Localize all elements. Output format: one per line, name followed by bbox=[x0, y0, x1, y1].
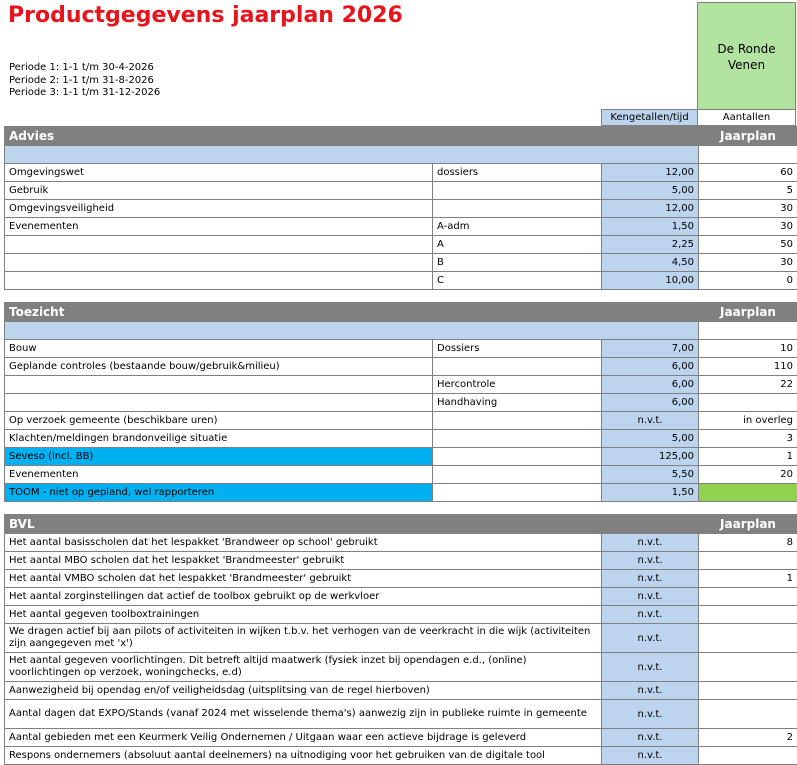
row-label: Bouw bbox=[5, 340, 433, 358]
row-label: TOOM - niet op gepland, wel rapporteren bbox=[5, 484, 433, 502]
region-name-line2: Venen bbox=[698, 57, 795, 73]
jaarplan-label: Jaarplan bbox=[699, 303, 797, 322]
aantal-value: 50 bbox=[699, 236, 797, 254]
table-row bbox=[5, 218, 797, 236]
section-header-toezicht bbox=[5, 303, 797, 322]
aantal-value: 1 bbox=[699, 448, 797, 466]
row-label: Aantal dagen dat EXPO/Stands (vanaf 2024 met wisselende thema's) aanwezig zijn in publieke ruimte in gemeente bbox=[5, 700, 602, 729]
table-row bbox=[5, 700, 797, 729]
table-row bbox=[5, 682, 797, 700]
table-row bbox=[5, 182, 797, 200]
kengetal-value: n.v.t. bbox=[602, 534, 699, 552]
row-sublabel: B bbox=[433, 254, 602, 272]
aantal-value: 60 bbox=[699, 164, 797, 182]
aantal-value bbox=[699, 682, 797, 700]
kengetal-value: 6,00 bbox=[602, 394, 699, 412]
kengetal-value: n.v.t. bbox=[602, 570, 699, 588]
table-row bbox=[5, 358, 797, 376]
period-3: Periode 3: 1-1 t/m 31-12-2026 bbox=[9, 87, 160, 100]
kengetal-value: n.v.t. bbox=[602, 682, 699, 700]
row-label: Het aantal MBO scholen dat het lespakket 'Brandmeester' gebruikt bbox=[5, 552, 602, 570]
document-title: Productgegevens jaarplan 2026 bbox=[8, 3, 403, 28]
kengetal-value: 7,00 bbox=[602, 340, 699, 358]
aantal-value: 30 bbox=[699, 200, 797, 218]
aantal-value: 20 bbox=[699, 466, 797, 484]
spacer-cell bbox=[5, 290, 797, 303]
aantal-value bbox=[699, 394, 797, 412]
table-row bbox=[5, 729, 797, 747]
row-label: Het aantal VMBO scholen dat het lespakket 'Brandmeester' gebruikt bbox=[5, 570, 602, 588]
kengetal-value: 5,00 bbox=[602, 430, 699, 448]
kengetal-value: 5,50 bbox=[602, 466, 699, 484]
table-row bbox=[5, 534, 797, 552]
aantal-value bbox=[699, 606, 797, 624]
jaarplan-label: Jaarplan bbox=[699, 515, 797, 534]
aantal-value: in overleg bbox=[699, 412, 797, 430]
kengetal-value: n.v.t. bbox=[602, 412, 699, 430]
aantal-value: 5 bbox=[699, 182, 797, 200]
row-sublabel bbox=[433, 200, 602, 218]
jaarplan-table bbox=[4, 126, 797, 765]
row-label: Op verzoek gemeente (beschikbare uren) bbox=[5, 412, 433, 430]
period-1: Periode 1: 1-1 t/m 30-4-2026 bbox=[9, 62, 160, 75]
kengetal-value: n.v.t. bbox=[602, 747, 699, 765]
kengetal-value: n.v.t. bbox=[602, 700, 699, 729]
table-row bbox=[5, 200, 797, 218]
row-label: Het aantal zorginstellingen dat actief de toolbox gebruikt op de werkvloer bbox=[5, 588, 602, 606]
table-row bbox=[5, 448, 797, 466]
table-row bbox=[5, 412, 797, 430]
kengetal-value: n.v.t. bbox=[602, 552, 699, 570]
kengetal-value: n.v.t. bbox=[602, 729, 699, 747]
kengetal-value: n.v.t. bbox=[602, 653, 699, 682]
subheader-blank bbox=[699, 146, 797, 164]
aantal-value: 10 bbox=[699, 340, 797, 358]
section-header-bvl bbox=[5, 515, 797, 534]
row-sublabel: Handhaving bbox=[433, 394, 602, 412]
section-title: Toezicht bbox=[5, 303, 699, 322]
row-sublabel bbox=[433, 412, 602, 430]
row-sublabel bbox=[433, 358, 602, 376]
kengetal-value: 1,50 bbox=[602, 484, 699, 502]
aantal-value: 1 bbox=[699, 570, 797, 588]
row-label: Evenementen bbox=[5, 466, 433, 484]
table-row bbox=[5, 394, 797, 412]
row-sublabel bbox=[433, 430, 602, 448]
table-row bbox=[5, 570, 797, 588]
row-label: Evenementen bbox=[5, 218, 433, 236]
aantal-value bbox=[699, 588, 797, 606]
row-label: Omgevingswet bbox=[5, 164, 433, 182]
table-row bbox=[5, 254, 797, 272]
aantal-value: 8 bbox=[699, 534, 797, 552]
table-row bbox=[5, 552, 797, 570]
table-row bbox=[5, 588, 797, 606]
aantal-value: 30 bbox=[699, 218, 797, 236]
kengetal-value: 12,00 bbox=[602, 200, 699, 218]
period-list bbox=[9, 62, 160, 100]
spacer-cell bbox=[5, 502, 797, 515]
aantal-value: 0 bbox=[699, 272, 797, 290]
kengetal-value: 2,25 bbox=[602, 236, 699, 254]
period-2: Periode 2: 1-1 t/m 31-8-2026 bbox=[9, 75, 160, 88]
kengetal-value: n.v.t. bbox=[602, 606, 699, 624]
section-title: BVL bbox=[5, 515, 699, 534]
kengetal-value: n.v.t. bbox=[602, 624, 699, 653]
kengetal-value: 1,50 bbox=[602, 218, 699, 236]
table-row bbox=[5, 653, 797, 682]
region-header bbox=[697, 2, 796, 110]
aantal-value bbox=[699, 653, 797, 682]
aantal-value bbox=[699, 484, 797, 502]
row-label: Gebruik bbox=[5, 182, 433, 200]
row-label: Aanwezigheid bij opendag en/of veiligheidsdag (uitsplitsing van de regel hierboven) bbox=[5, 682, 602, 700]
region-name-line1: De Ronde bbox=[698, 41, 795, 57]
row-sublabel: A-adm bbox=[433, 218, 602, 236]
kengetal-value: 6,00 bbox=[602, 358, 699, 376]
table-row bbox=[5, 624, 797, 653]
aantal-value: 3 bbox=[699, 430, 797, 448]
row-sublabel: Dossiers bbox=[433, 340, 602, 358]
subheader-fill bbox=[5, 146, 699, 164]
row-sublabel bbox=[433, 484, 602, 502]
row-label: We dragen actief bij aan pilots of activiteiten in wijken t.b.v. het verhogen van de veerkracht in die wijk (activiteiten zijn aangegeven met 'x') bbox=[5, 624, 602, 653]
row-sublabel: dossiers bbox=[433, 164, 602, 182]
row-label bbox=[5, 254, 433, 272]
row-label: Het aantal basisscholen dat het lespakket 'Brandweer op school' gebruikt bbox=[5, 534, 602, 552]
row-label: Het aantal gegeven voorlichtingen. Dit betreft altijd maatwerk (fysiek inzet bij opendagen e.d., (online) voorlichtingen op verzoek, woningchecks, e.d) bbox=[5, 653, 602, 682]
row-sublabel: A bbox=[433, 236, 602, 254]
aantallen-header: Aantallen bbox=[697, 109, 796, 126]
table-row bbox=[5, 236, 797, 254]
kengetal-value: n.v.t. bbox=[602, 588, 699, 606]
jaarplan-label: Jaarplan bbox=[699, 127, 797, 146]
aantal-value: 2 bbox=[699, 729, 797, 747]
table-row bbox=[5, 272, 797, 290]
kengetal-value: 6,00 bbox=[602, 376, 699, 394]
table-row bbox=[5, 466, 797, 484]
row-label bbox=[5, 376, 433, 394]
row-sublabel: C bbox=[433, 272, 602, 290]
section-subheader-advies bbox=[5, 146, 797, 164]
aantal-value bbox=[699, 700, 797, 729]
aantal-value: 30 bbox=[699, 254, 797, 272]
row-sublabel bbox=[433, 448, 602, 466]
table-row bbox=[5, 430, 797, 448]
aantal-value: 110 bbox=[699, 358, 797, 376]
row-label bbox=[5, 236, 433, 254]
table-row bbox=[5, 340, 797, 358]
row-label: Seveso (incl. BB) bbox=[5, 448, 433, 466]
table-row bbox=[5, 164, 797, 182]
kengetal-value: 12,00 bbox=[602, 164, 699, 182]
row-label: Aantal gebieden met een Keurmerk Veilig Ondernemen / Uitgaan waar een actieve bijdrage is geleverd bbox=[5, 729, 602, 747]
row-sublabel bbox=[433, 466, 602, 484]
table-row bbox=[5, 484, 797, 502]
row-label: Het aantal gegeven toolboxtrainingen bbox=[5, 606, 602, 624]
table-row bbox=[5, 606, 797, 624]
section-title: Advies bbox=[5, 127, 699, 146]
aantal-value bbox=[699, 624, 797, 653]
subheader-blank bbox=[699, 322, 797, 340]
kengetal-value: 125,00 bbox=[602, 448, 699, 466]
section-subheader-toezicht bbox=[5, 322, 797, 340]
row-label bbox=[5, 394, 433, 412]
row-label bbox=[5, 272, 433, 290]
row-sublabel: Hercontrole bbox=[433, 376, 602, 394]
row-sublabel bbox=[433, 182, 602, 200]
kengetal-value: 5,00 bbox=[602, 182, 699, 200]
row-label: Respons ondernemers (absoluut aantal deelnemers) na uitnodiging voor het gebruiken van de digitale tool bbox=[5, 747, 602, 765]
kengetallen-header: Kengetallen/tijd bbox=[601, 109, 698, 126]
row-label: Geplande controles (bestaande bouw/gebruik&milieu) bbox=[5, 358, 433, 376]
subheader-fill bbox=[5, 322, 699, 340]
kengetal-value: 10,00 bbox=[602, 272, 699, 290]
row-label: Klachten/meldingen brandonveilige situatie bbox=[5, 430, 433, 448]
section-header-advies bbox=[5, 127, 797, 146]
aantal-value: 22 bbox=[699, 376, 797, 394]
row-label: Omgevingsveiligheid bbox=[5, 200, 433, 218]
section-spacer bbox=[5, 290, 797, 303]
table-row bbox=[5, 376, 797, 394]
kengetal-value: 4,50 bbox=[602, 254, 699, 272]
aantal-value bbox=[699, 552, 797, 570]
section-spacer bbox=[5, 502, 797, 515]
